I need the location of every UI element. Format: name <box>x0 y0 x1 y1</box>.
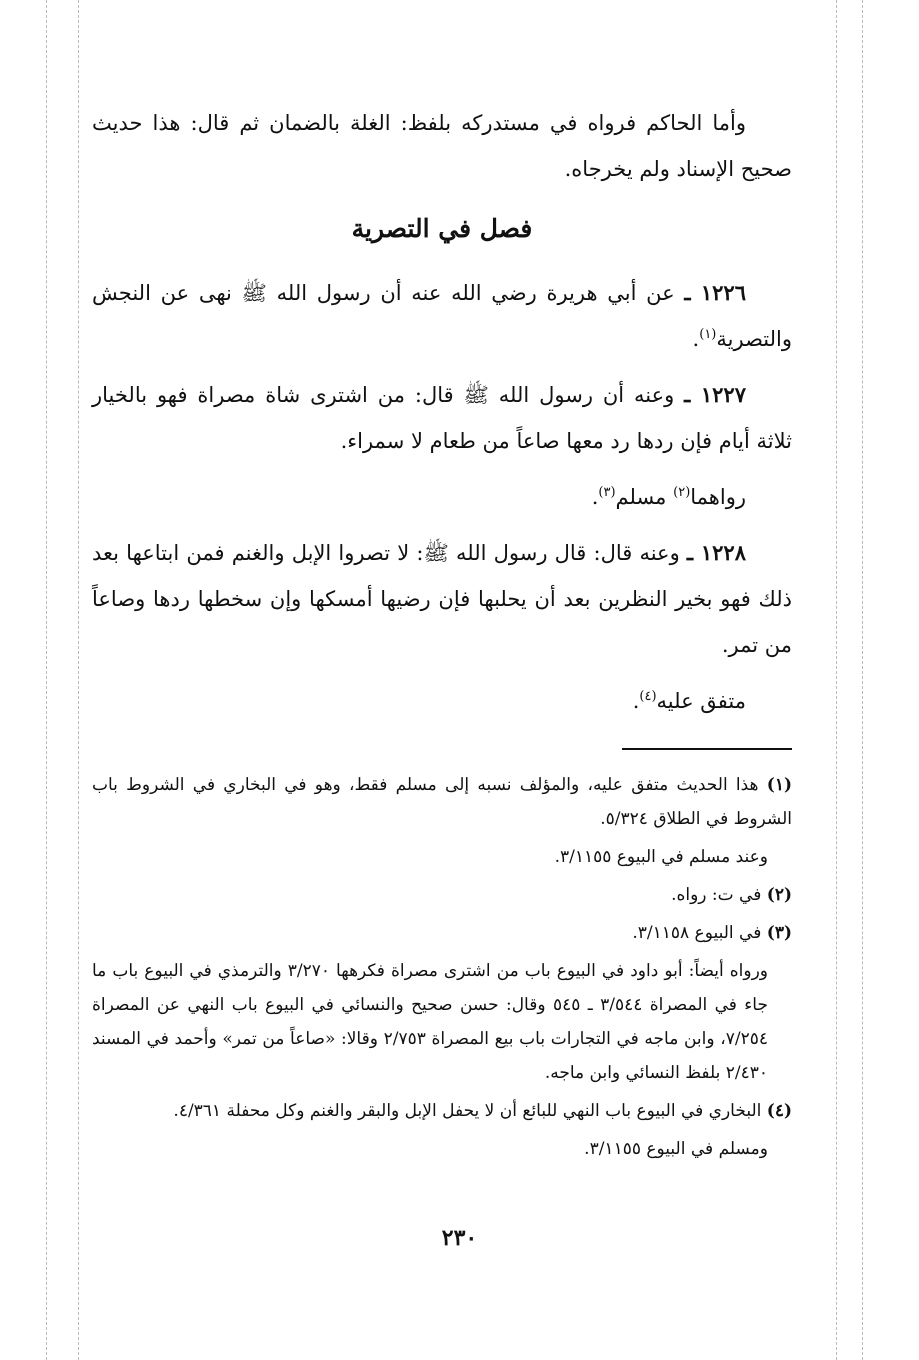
footnote-2 <box>92 878 792 912</box>
source-end: . <box>632 689 640 713</box>
footnote-divider-wrap <box>92 748 792 750</box>
footnote-mark: (٤) <box>766 1101 792 1121</box>
hadith-text: وعنه أن رسول الله ﷺ قال: من اشترى شاة مصراة فهو بالخيار ثلاثة أيام فإن ردها رد معها صاعاً من طعام لا سمراء. <box>92 383 792 453</box>
footnote-text: هذا الحديث متفق عليه، والمؤلف نسبه إلى مسلم فقط، وهو في البخاري في الشروط باب الشروط في الطلاق ٥/٣٢٤. <box>92 775 792 829</box>
hadith-1228 <box>92 530 792 668</box>
footnote-3-continuation: ورواه أيضاً: أبو داود في البيوع باب من اشترى مصراة فكرهها ٣/٢٧٠ والترمذي في البيوع باب ما جاء في المصراة ٣/٥٤٤ ـ ٥٤٥ وقال: حسن صحيح والنسائي في البيوع باب النهي عن المصراة ٧/٢٥٤، وابن ماجه في التجارات باب بيع المصراة ٢/٧٥٣ وقالا: «صاعاً من تمر» وأحمد في المسند ٢/٤٣٠ بلفظ النسائي وابن ماجه. <box>92 961 768 1083</box>
scan-edge-line <box>836 0 837 1360</box>
footnote-divider <box>622 748 792 750</box>
footnote-text: في ت: رواه. <box>671 885 762 905</box>
scan-edge-line <box>78 0 79 1360</box>
footnote-mark: (١) <box>766 775 793 795</box>
hadith-1227 <box>92 372 792 464</box>
scan-edge-line <box>862 0 863 1360</box>
footnote-mark: (٣) <box>766 923 792 943</box>
footnote-ref: (٣) <box>598 485 616 500</box>
source-text: رواهما <box>690 485 746 509</box>
hadith-source <box>92 474 792 520</box>
hadith-end: . <box>692 327 700 351</box>
footnote-4-continuation: ومسلم في البيوع ٣/١١٥٥. <box>584 1139 768 1159</box>
hadith-number: ١٢٢٦ ـ <box>684 280 746 305</box>
page-body <box>92 100 792 1170</box>
footnote-mark: (٢) <box>766 885 792 905</box>
section-title: فصل في التصرية <box>351 214 533 243</box>
hadith-text: وعنه قال: قال رسول الله ﷺ: لا تصروا الإبل والغنم فمن ابتاعها بعد ذلك فهو بخير النظرين بعد أن يحلبها فإن رضيها أمسكها وإن سخطها ردها وصاعاً من تمر. <box>92 541 792 657</box>
source-text: متفق عليه <box>656 689 746 713</box>
page-number: ٢٣٠ <box>441 1225 478 1251</box>
intro-paragraph: وأما الحاكم فرواه في مستدركه بلفظ: الغلة بالضمان ثم قال: هذا حديث صحيح الإسناد ولم يخرجاه. <box>92 111 792 181</box>
footnote-text: في البيوع ٣/١١٥٨. <box>632 923 762 943</box>
scan-edge-line <box>46 0 47 1360</box>
footnote-1 <box>92 768 792 836</box>
hadith-text: عن أبي هريرة رضي الله عنه أن رسول الله ﷺ نهى عن النجش والتصرية <box>92 281 792 351</box>
footnote-3 <box>92 916 792 950</box>
source-end: . <box>591 485 599 509</box>
footnotes <box>92 768 792 1166</box>
hadith-number: ١٢٢٨ ـ <box>686 540 746 565</box>
footnote-ref: (١) <box>699 327 717 342</box>
footnote-text: البخاري في البيوع باب النهي للبائع أن لا يحفل الإبل والبقر والغنم وكل محفلة ٤/٣٦١. <box>173 1101 762 1121</box>
footnote-ref: (٤) <box>639 689 657 704</box>
source-text: مسلم <box>615 485 667 509</box>
footnote-1-continuation: وعند مسلم في البيوع ٣/١١٥٥. <box>554 847 768 867</box>
footnote-ref: (٢) <box>673 485 691 500</box>
hadith-number: ١٢٢٧ ـ <box>684 382 746 407</box>
footnote-4 <box>92 1094 792 1128</box>
hadith-1226 <box>92 270 792 362</box>
hadith-source <box>92 678 792 724</box>
